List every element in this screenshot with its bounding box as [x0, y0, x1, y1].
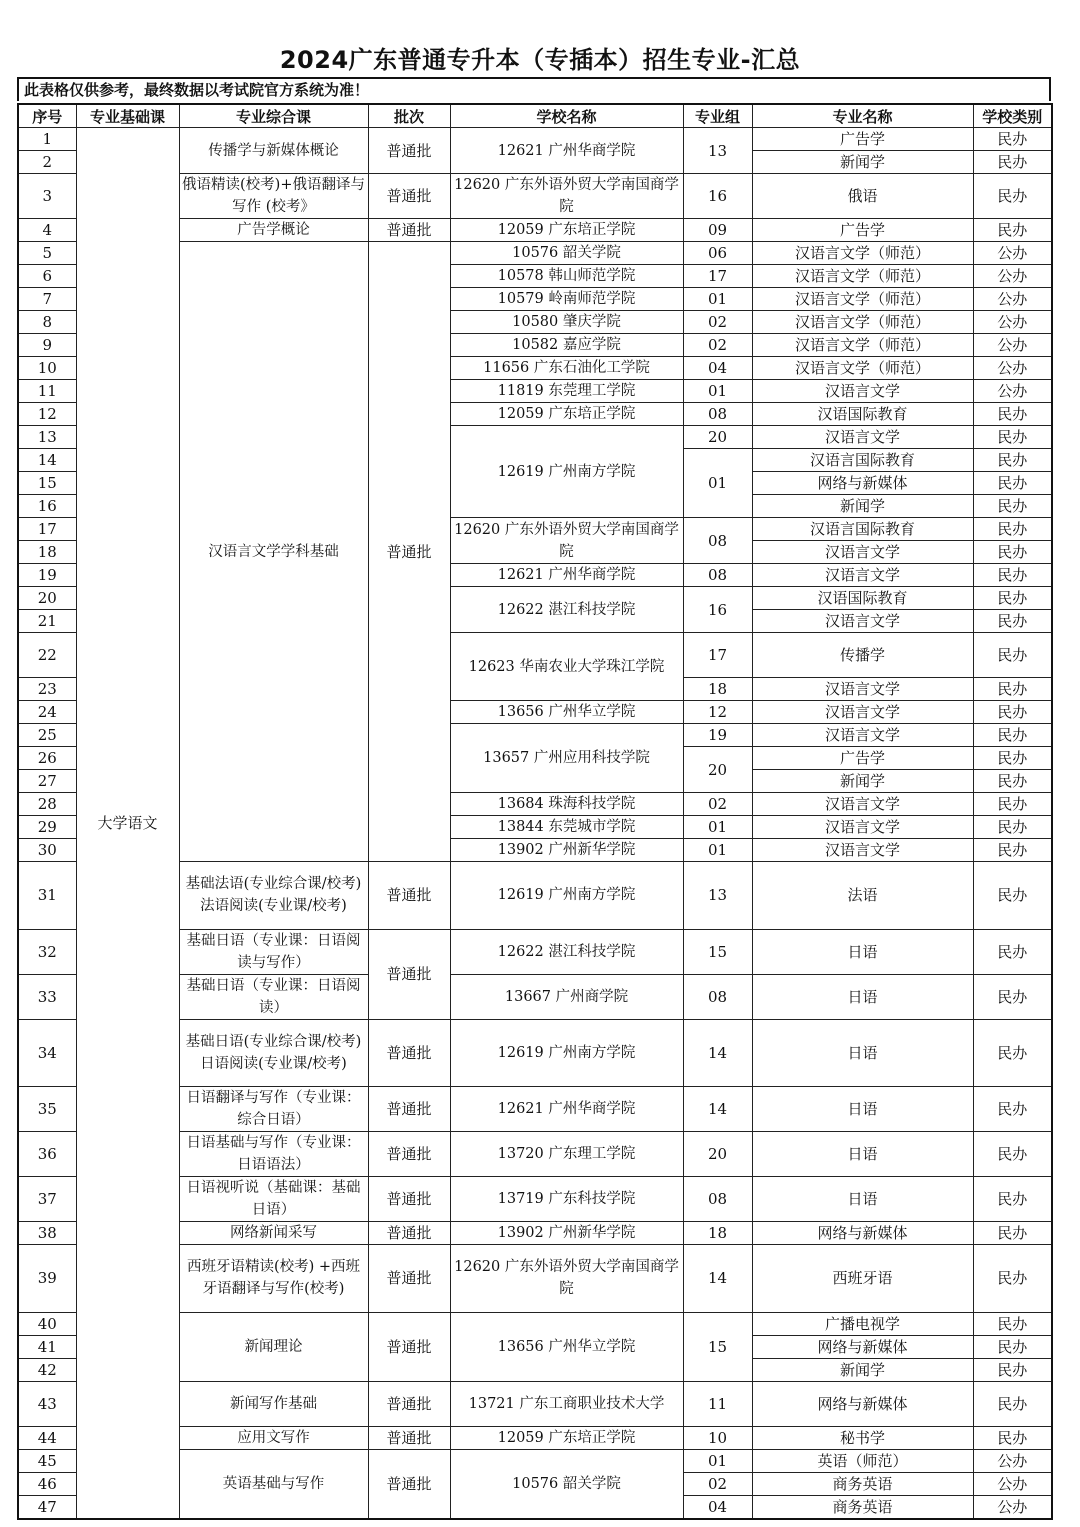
cell-group: 20 [683, 1132, 752, 1177]
cell-major: 汉语言文学 [752, 793, 973, 816]
cell-no: 26 [18, 747, 76, 770]
cell-major: 商务英语 [752, 1495, 973, 1519]
cell-no: 29 [18, 816, 76, 839]
cell-group: 01 [683, 449, 752, 518]
cell-no: 17 [18, 518, 76, 541]
col-header-school: 学校名称 [450, 104, 683, 128]
cell-school-type: 民办 [973, 1312, 1052, 1335]
cell-major: 汉语言文学（师范） [752, 242, 973, 265]
cell-school: 13902 广州新华学院 [450, 839, 683, 862]
cell-batch: 普通批 [368, 1132, 450, 1177]
cell-no: 16 [18, 495, 76, 518]
cell-no: 33 [18, 974, 76, 1019]
cell-group: 16 [683, 587, 752, 633]
cell-school-type: 民办 [973, 1358, 1052, 1381]
cell-group: 15 [683, 929, 752, 974]
cell-no: 20 [18, 587, 76, 610]
cell-major: 新闻学 [752, 151, 973, 174]
cell-group: 08 [683, 564, 752, 587]
cell-group: 09 [683, 219, 752, 242]
cell-comprehensive: 基础日语(专业综合课/校考)日语阅读(专业课/校考) [179, 1019, 368, 1087]
cell-batch: 普通批 [368, 219, 450, 242]
cell-school: 12623 华南农业大学珠江学院 [450, 633, 683, 701]
cell-comprehensive: 传播学与新媒体概论 [179, 128, 368, 174]
cell-school-type: 民办 [973, 1132, 1052, 1177]
cell-group: 02 [683, 311, 752, 334]
cell-school-type: 民办 [973, 564, 1052, 587]
cell-comprehensive: 网络新闻采写 [179, 1222, 368, 1245]
cell-group: 08 [683, 1177, 752, 1222]
cell-major: 广告学 [752, 219, 973, 242]
cell-school-type: 民办 [973, 1426, 1052, 1449]
cell-school-type: 公办 [973, 311, 1052, 334]
cell-school-type: 民办 [973, 1245, 1052, 1313]
cell-major: 汉语国际教育 [752, 403, 973, 426]
cell-major: 汉语言文学 [752, 541, 973, 564]
cell-no: 47 [18, 1495, 76, 1519]
cell-no: 11 [18, 380, 76, 403]
cell-school: 12620 广东外语外贸大学南国商学院 [450, 518, 683, 564]
cell-batch: 普通批 [368, 1177, 450, 1222]
cell-school-type: 民办 [973, 747, 1052, 770]
cell-group: 11 [683, 1381, 752, 1426]
cell-school: 12620 广东外语外贸大学南国商学院 [450, 174, 683, 219]
cell-no: 30 [18, 839, 76, 862]
cell-no: 40 [18, 1312, 76, 1335]
cell-comprehensive: 广告学概论 [179, 219, 368, 242]
cell-major: 汉语言文学 [752, 839, 973, 862]
cell-major: 汉语言文学 [752, 816, 973, 839]
cell-no: 44 [18, 1426, 76, 1449]
cell-major: 汉语言文学（师范） [752, 334, 973, 357]
cell-major: 传播学 [752, 633, 973, 678]
col-header-batch: 批次 [368, 104, 450, 128]
cell-major: 新闻学 [752, 770, 973, 793]
cell-school-type: 民办 [973, 816, 1052, 839]
cell-school: 10582 嘉应学院 [450, 334, 683, 357]
cell-school: 12619 广州南方学院 [450, 426, 683, 518]
cell-school-type: 公办 [973, 380, 1052, 403]
cell-school-type: 民办 [973, 403, 1052, 426]
cell-major: 汉语言国际教育 [752, 449, 973, 472]
cell-group: 04 [683, 1495, 752, 1519]
cell-no: 12 [18, 403, 76, 426]
cell-no: 46 [18, 1472, 76, 1495]
col-header-type: 学校类别 [973, 104, 1052, 128]
cell-school: 13656 广州华立学院 [450, 701, 683, 724]
cell-major: 日语 [752, 1177, 973, 1222]
cell-major: 西班牙语 [752, 1245, 973, 1313]
cell-major: 汉语言文学 [752, 426, 973, 449]
cell-school-type: 民办 [973, 1177, 1052, 1222]
cell-group: 17 [683, 265, 752, 288]
cell-school-type: 民办 [973, 974, 1052, 1019]
cell-school-type: 民办 [973, 610, 1052, 633]
header-row [18, 104, 1052, 128]
cell-major: 商务英语 [752, 1472, 973, 1495]
cell-no: 39 [18, 1245, 76, 1313]
cell-group: 17 [683, 633, 752, 678]
cell-major: 汉语言文学（师范） [752, 265, 973, 288]
cell-school: 10576 韶关学院 [450, 1449, 683, 1519]
cell-school-type: 公办 [973, 1472, 1052, 1495]
cell-school-type: 民办 [973, 701, 1052, 724]
cell-no: 34 [18, 1019, 76, 1087]
cell-group: 15 [683, 1312, 752, 1381]
col-header-group: 专业组 [683, 104, 752, 128]
cell-batch: 普通批 [368, 1087, 450, 1132]
cell-school: 12622 湛江科技学院 [450, 929, 683, 974]
cell-no: 21 [18, 610, 76, 633]
cell-school: 12059 广东培正学院 [450, 403, 683, 426]
cell-school-type: 民办 [973, 587, 1052, 610]
cell-group: 20 [683, 426, 752, 449]
cell-no: 18 [18, 541, 76, 564]
cell-no: 19 [18, 564, 76, 587]
table-row [18, 128, 1052, 151]
cell-no: 25 [18, 724, 76, 747]
cell-no: 41 [18, 1335, 76, 1358]
cell-no: 23 [18, 678, 76, 701]
cell-group: 02 [683, 334, 752, 357]
cell-comprehensive: 英语基础与写作 [179, 1449, 368, 1519]
cell-no: 3 [18, 174, 76, 219]
cell-school-type: 公办 [973, 334, 1052, 357]
cell-major: 汉语言文学 [752, 678, 973, 701]
cell-school-type: 民办 [973, 793, 1052, 816]
cell-school: 12059 广东培正学院 [450, 1426, 683, 1449]
cell-school-type: 民办 [973, 1222, 1052, 1245]
cell-school-type: 民办 [973, 174, 1052, 219]
col-header-comprehensive: 专业综合课 [179, 104, 368, 128]
cell-major: 日语 [752, 929, 973, 974]
cell-no: 5 [18, 242, 76, 265]
cell-major: 汉语言文学 [752, 380, 973, 403]
cell-group: 16 [683, 174, 752, 219]
cell-major: 网络与新媒体 [752, 472, 973, 495]
cell-school-type: 民办 [973, 678, 1052, 701]
cell-comprehensive: 基础法语(专业综合课/校考)法语阅读(专业课/校考) [179, 862, 368, 930]
cell-batch: 普通批 [368, 1019, 450, 1087]
cell-group: 18 [683, 1222, 752, 1245]
cell-comprehensive: 西班牙语精读(校考) +西班牙语翻译与写作(校考) [179, 1245, 368, 1313]
cell-school: 13844 东莞城市学院 [450, 816, 683, 839]
cell-major: 法语 [752, 862, 973, 930]
cell-school-type: 公办 [973, 288, 1052, 311]
cell-school: 12621 广州华商学院 [450, 564, 683, 587]
cell-school-type: 公办 [973, 357, 1052, 380]
cell-school-type: 民办 [973, 929, 1052, 974]
cell-school-type: 民办 [973, 128, 1052, 151]
cell-group: 01 [683, 288, 752, 311]
col-header-no: 序号 [18, 104, 76, 128]
cell-school-type: 公办 [973, 265, 1052, 288]
cell-school: 10578 韩山师范学院 [450, 265, 683, 288]
cell-group: 01 [683, 1449, 752, 1472]
cell-school-type: 民办 [973, 219, 1052, 242]
cell-group: 01 [683, 839, 752, 862]
cell-no: 45 [18, 1449, 76, 1472]
cell-school: 12622 湛江科技学院 [450, 587, 683, 633]
cell-group: 18 [683, 678, 752, 701]
cell-school-type: 民办 [973, 495, 1052, 518]
cell-school: 13721 广东工商职业技术大学 [450, 1381, 683, 1426]
cell-school: 13684 珠海科技学院 [450, 793, 683, 816]
cell-school: 13719 广东科技学院 [450, 1177, 683, 1222]
cell-school: 13667 广州商学院 [450, 974, 683, 1019]
cell-no: 32 [18, 929, 76, 974]
cell-no: 38 [18, 1222, 76, 1245]
cell-school-type: 公办 [973, 1495, 1052, 1519]
cell-major: 汉语言国际教育 [752, 518, 973, 541]
cell-school: 12621 广州华商学院 [450, 1087, 683, 1132]
cell-school: 10576 韶关学院 [450, 242, 683, 265]
cell-comprehensive: 应用文写作 [179, 1426, 368, 1449]
col-header-foundation: 专业基础课 [76, 104, 179, 128]
cell-major: 日语 [752, 1132, 973, 1177]
cell-school: 12621 广州华商学院 [450, 128, 683, 174]
cell-major: 网络与新媒体 [752, 1381, 973, 1426]
cell-batch: 普通批 [368, 1245, 450, 1313]
cell-group: 04 [683, 357, 752, 380]
cell-comprehensive: 新闻写作基础 [179, 1381, 368, 1426]
cell-no: 37 [18, 1177, 76, 1222]
cell-comprehensive: 汉语言文学学科基础 [179, 242, 368, 862]
cell-group: 08 [683, 518, 752, 564]
cell-major: 日语 [752, 1019, 973, 1087]
cell-school-type: 民办 [973, 1087, 1052, 1132]
cell-comprehensive: 日语视听说（基础课：基础日语） [179, 1177, 368, 1222]
cell-group: 14 [683, 1087, 752, 1132]
cell-no: 24 [18, 701, 76, 724]
cell-school: 13720 广东理工学院 [450, 1132, 683, 1177]
disclaimer-note: 此表格仅供参考，最终数据以考试院官方系统为准！ [17, 77, 1051, 101]
cell-school: 12619 广州南方学院 [450, 862, 683, 930]
cell-school: 12059 广东培正学院 [450, 219, 683, 242]
cell-no: 9 [18, 334, 76, 357]
cell-school: 11819 东莞理工学院 [450, 380, 683, 403]
cell-major: 汉语言文学（师范） [752, 357, 973, 380]
cell-group: 02 [683, 1472, 752, 1495]
cell-group: 08 [683, 974, 752, 1019]
cell-major: 日语 [752, 974, 973, 1019]
cell-group: 02 [683, 793, 752, 816]
cell-major: 英语（师范） [752, 1449, 973, 1472]
cell-no: 10 [18, 357, 76, 380]
cell-batch: 普通批 [368, 174, 450, 219]
cell-batch: 普通批 [368, 1312, 450, 1381]
cell-major: 新闻学 [752, 1358, 973, 1381]
cell-school-type: 民办 [973, 839, 1052, 862]
cell-batch: 普通批 [368, 1449, 450, 1519]
cell-major: 新闻学 [752, 495, 973, 518]
cell-no: 36 [18, 1132, 76, 1177]
cell-no: 15 [18, 472, 76, 495]
cell-major: 汉语言文学 [752, 610, 973, 633]
cell-batch: 普通批 [368, 1222, 450, 1245]
cell-major: 日语 [752, 1087, 973, 1132]
cell-major: 汉语国际教育 [752, 587, 973, 610]
cell-group: 14 [683, 1245, 752, 1313]
cell-batch: 普通批 [368, 1381, 450, 1426]
cell-batch: 普通批 [368, 862, 450, 930]
cell-school: 12620 广东外语外贸大学南国商学院 [450, 1245, 683, 1313]
cell-no: 22 [18, 633, 76, 678]
cell-no: 4 [18, 219, 76, 242]
cell-major: 秘书学 [752, 1426, 973, 1449]
cell-school-type: 民办 [973, 472, 1052, 495]
page-title: 2024广东普通专升本（专插本）招生专业-汇总 [279, 46, 801, 74]
cell-major: 俄语 [752, 174, 973, 219]
cell-major: 广告学 [752, 747, 973, 770]
cell-group: 19 [683, 724, 752, 747]
cell-school-type: 公办 [973, 1449, 1052, 1472]
cell-group: 20 [683, 747, 752, 793]
cell-batch: 普通批 [368, 242, 450, 862]
cell-group: 12 [683, 701, 752, 724]
cell-school-type: 民办 [973, 426, 1052, 449]
cell-school-type: 公办 [973, 242, 1052, 265]
cell-major: 广播电视学 [752, 1312, 973, 1335]
cell-group: 08 [683, 403, 752, 426]
cell-no: 13 [18, 426, 76, 449]
cell-school-type: 民办 [973, 541, 1052, 564]
cell-school: 13657 广州应用科技学院 [450, 724, 683, 793]
cell-school-type: 民办 [973, 151, 1052, 174]
cell-school: 10579 岭南师范学院 [450, 288, 683, 311]
cell-no: 6 [18, 265, 76, 288]
cell-no: 27 [18, 770, 76, 793]
cell-group: 14 [683, 1019, 752, 1087]
cell-major: 汉语言文学 [752, 564, 973, 587]
cell-school-type: 民办 [973, 1019, 1052, 1087]
cell-school-type: 民办 [973, 1335, 1052, 1358]
cell-school: 10580 肇庆学院 [450, 311, 683, 334]
cell-no: 1 [18, 128, 76, 151]
cell-comprehensive: 基础日语（专业课：日语阅读） [179, 974, 368, 1019]
cell-group: 01 [683, 380, 752, 403]
cell-comprehensive: 新闻理论 [179, 1312, 368, 1381]
cell-school: 12619 广州南方学院 [450, 1019, 683, 1087]
cell-group: 01 [683, 816, 752, 839]
cell-major: 汉语言文学 [752, 701, 973, 724]
cell-major: 汉语言文学（师范） [752, 311, 973, 334]
table-body [18, 128, 1052, 1519]
cell-foundation-course: 大学语文 [76, 128, 179, 1519]
cell-no: 8 [18, 311, 76, 334]
cell-major: 汉语言文学 [752, 724, 973, 747]
cell-school: 13656 广州华立学院 [450, 1312, 683, 1381]
cell-no: 35 [18, 1087, 76, 1132]
admissions-table [17, 103, 1053, 1520]
cell-school: 13902 广州新华学院 [450, 1222, 683, 1245]
cell-comprehensive: 俄语精读(校考)+俄语翻译与写作 (校考》 [179, 174, 368, 219]
cell-comprehensive: 基础日语（专业课：日语阅读与写作） [179, 929, 368, 974]
cell-school-type: 民办 [973, 449, 1052, 472]
cell-school-type: 民办 [973, 1381, 1052, 1426]
cell-comprehensive: 日语基础与写作（专业课：日语语法） [179, 1132, 368, 1177]
cell-no: 7 [18, 288, 76, 311]
cell-batch: 普通批 [368, 929, 450, 1019]
cell-school-type: 民办 [973, 633, 1052, 678]
cell-no: 43 [18, 1381, 76, 1426]
cell-batch: 普通批 [368, 128, 450, 174]
cell-group: 06 [683, 242, 752, 265]
cell-major: 网络与新媒体 [752, 1222, 973, 1245]
cell-group: 13 [683, 128, 752, 174]
cell-school: 11656 广东石油化工学院 [450, 357, 683, 380]
cell-school-type: 民办 [973, 724, 1052, 747]
cell-no: 31 [18, 862, 76, 930]
cell-no: 42 [18, 1358, 76, 1381]
cell-group: 10 [683, 1426, 752, 1449]
cell-school-type: 民办 [973, 770, 1052, 793]
cell-batch: 普通批 [368, 1426, 450, 1449]
cell-major: 网络与新媒体 [752, 1335, 973, 1358]
cell-comprehensive: 日语翻译与写作（专业课：综合日语） [179, 1087, 368, 1132]
cell-school-type: 民办 [973, 862, 1052, 930]
cell-no: 28 [18, 793, 76, 816]
cell-no: 2 [18, 151, 76, 174]
cell-major: 汉语言文学（师范） [752, 288, 973, 311]
cell-major: 广告学 [752, 128, 973, 151]
col-header-major: 专业名称 [752, 104, 973, 128]
cell-school-type: 民办 [973, 518, 1052, 541]
cell-group: 13 [683, 862, 752, 930]
cell-no: 14 [18, 449, 76, 472]
